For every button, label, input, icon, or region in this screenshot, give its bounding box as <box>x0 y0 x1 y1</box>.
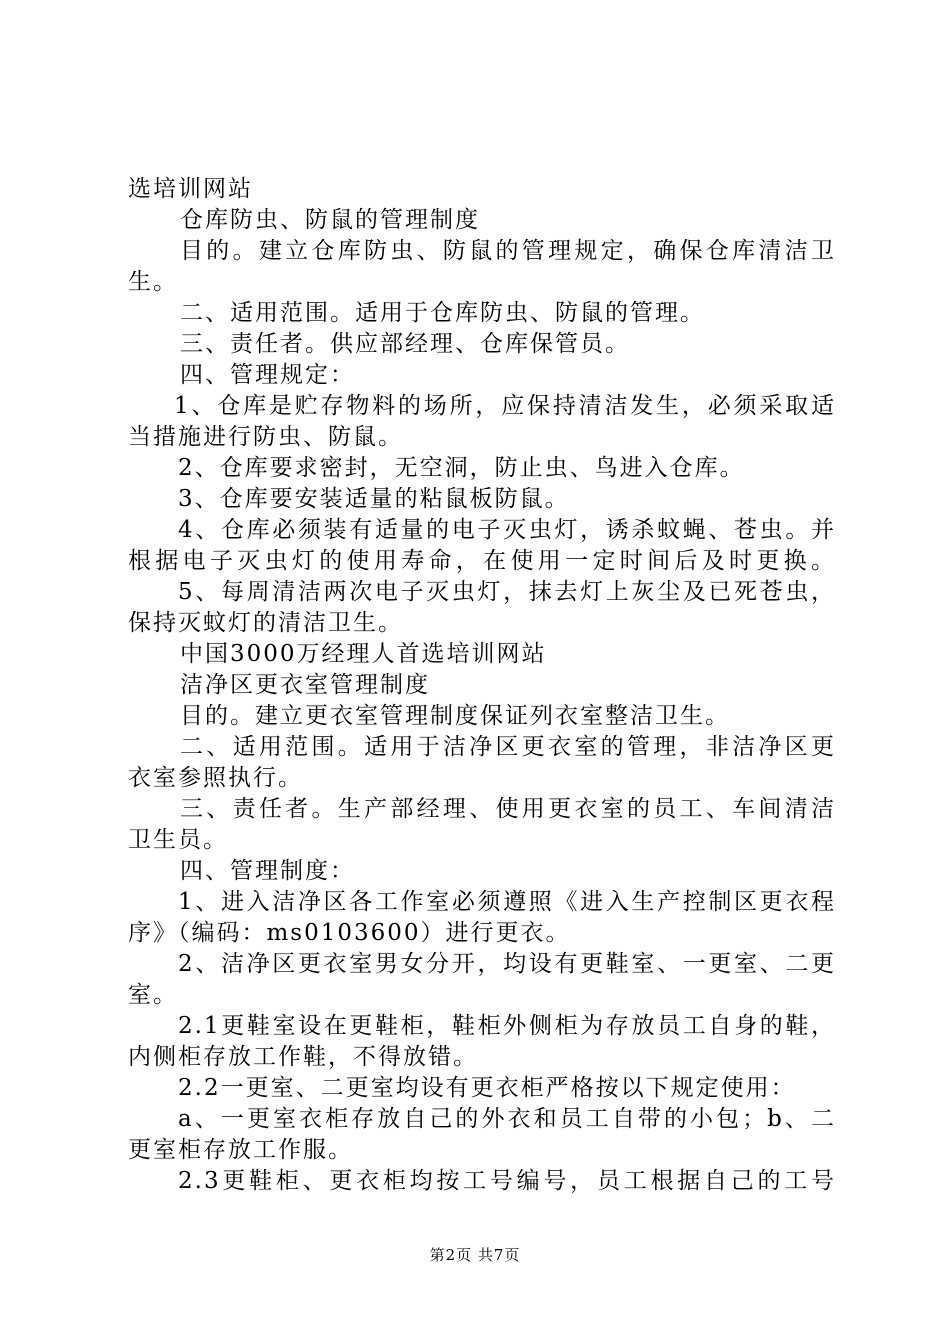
text-line: 1、仓库是贮存物料的场所，应保持清洁发生，必须采取适 <box>174 393 836 419</box>
section-title: 洁净区更衣室管理制度 <box>180 672 430 698</box>
text-line: 中国3000万经理人首选培训网站 <box>180 641 547 667</box>
text-line: 二、适用范围。适用于洁净区更衣室的管理，非洁净区更 <box>180 734 836 760</box>
text-line: 1、进入洁净区各工作室必须遵照《进入生产控制区更衣程 <box>178 889 836 915</box>
text-line: 内侧柜存放工作鞋，不得放错。 <box>128 1044 478 1070</box>
text-line: 三、责任者。生产部经理、使用更衣室的员工、车间清洁 <box>180 796 836 822</box>
text-line: 四、管理规定： <box>180 362 355 388</box>
section-title: 仓库防虫、防鼠的管理制度 <box>180 207 480 233</box>
text-line: 选培训网站 <box>128 176 253 202</box>
text-line: 三、责任者。供应部经理、仓库保管员。 <box>180 331 630 357</box>
text-line: 5、每周清洁两次电子灭虫灯，抹去灯上灰尘及已死苍虫， <box>178 579 836 605</box>
text-line: 序》（编码：ms0103600）进行更衣。 <box>128 920 571 946</box>
text-line: 保持灭蚊灯的清洁卫生。 <box>128 610 403 636</box>
text-line: 根据电子灭虫灯的使用寿命，在使用一定时间后及时更换。 <box>128 548 836 574</box>
text-line: 4、仓库必须装有适量的电子灭虫灯，诱杀蚊蝇、苍虫。并 <box>178 517 836 543</box>
text-line: 生。 <box>128 269 178 295</box>
text-line: 更室柜存放工作服。 <box>128 1137 353 1163</box>
text-line: 目的。建立更衣室管理制度保证列衣室整洁卫生。 <box>180 703 730 729</box>
text-line: a、一更室衣柜存放自己的外衣和员工自带的小包；b、二 <box>178 1106 836 1132</box>
text-line: 衣室参照执行。 <box>128 765 303 791</box>
text-line: 目的。建立仓库防虫、防鼠的管理规定，确保仓库清洁卫 <box>180 238 836 264</box>
text-line: 当措施进行防虫、防鼠。 <box>128 424 403 450</box>
text-line: 2、仓库要求密封，无空洞，防止虫、鸟进入仓库。 <box>178 455 745 481</box>
text-line: 室。 <box>128 982 178 1008</box>
page-number: 第2页 共7页 <box>429 1246 521 1264</box>
text-line: 2.1更鞋室设在更鞋柜，鞋柜外侧柜为存放员工自身的鞋， <box>178 1013 836 1039</box>
text-line: 二、适用范围。适用于仓库防虫、防鼠的管理。 <box>180 300 705 326</box>
text-line: 卫生员。 <box>128 827 228 853</box>
text-line: 2、洁净区更衣室男女分开，均设有更鞋室、一更室、二更 <box>178 951 836 977</box>
text-line: 四、管理制度： <box>180 858 355 884</box>
text-line: 2.3更鞋柜、更衣柜均按工号编号，员工根据自己的工号 <box>178 1168 836 1194</box>
text-line: 2.2一更室、二更室均设有更衣柜严格按以下规定使用： <box>178 1075 796 1101</box>
document-body <box>128 174 836 1197</box>
text-line: 3、仓库要安装适量的粘鼠板防鼠。 <box>178 486 570 512</box>
